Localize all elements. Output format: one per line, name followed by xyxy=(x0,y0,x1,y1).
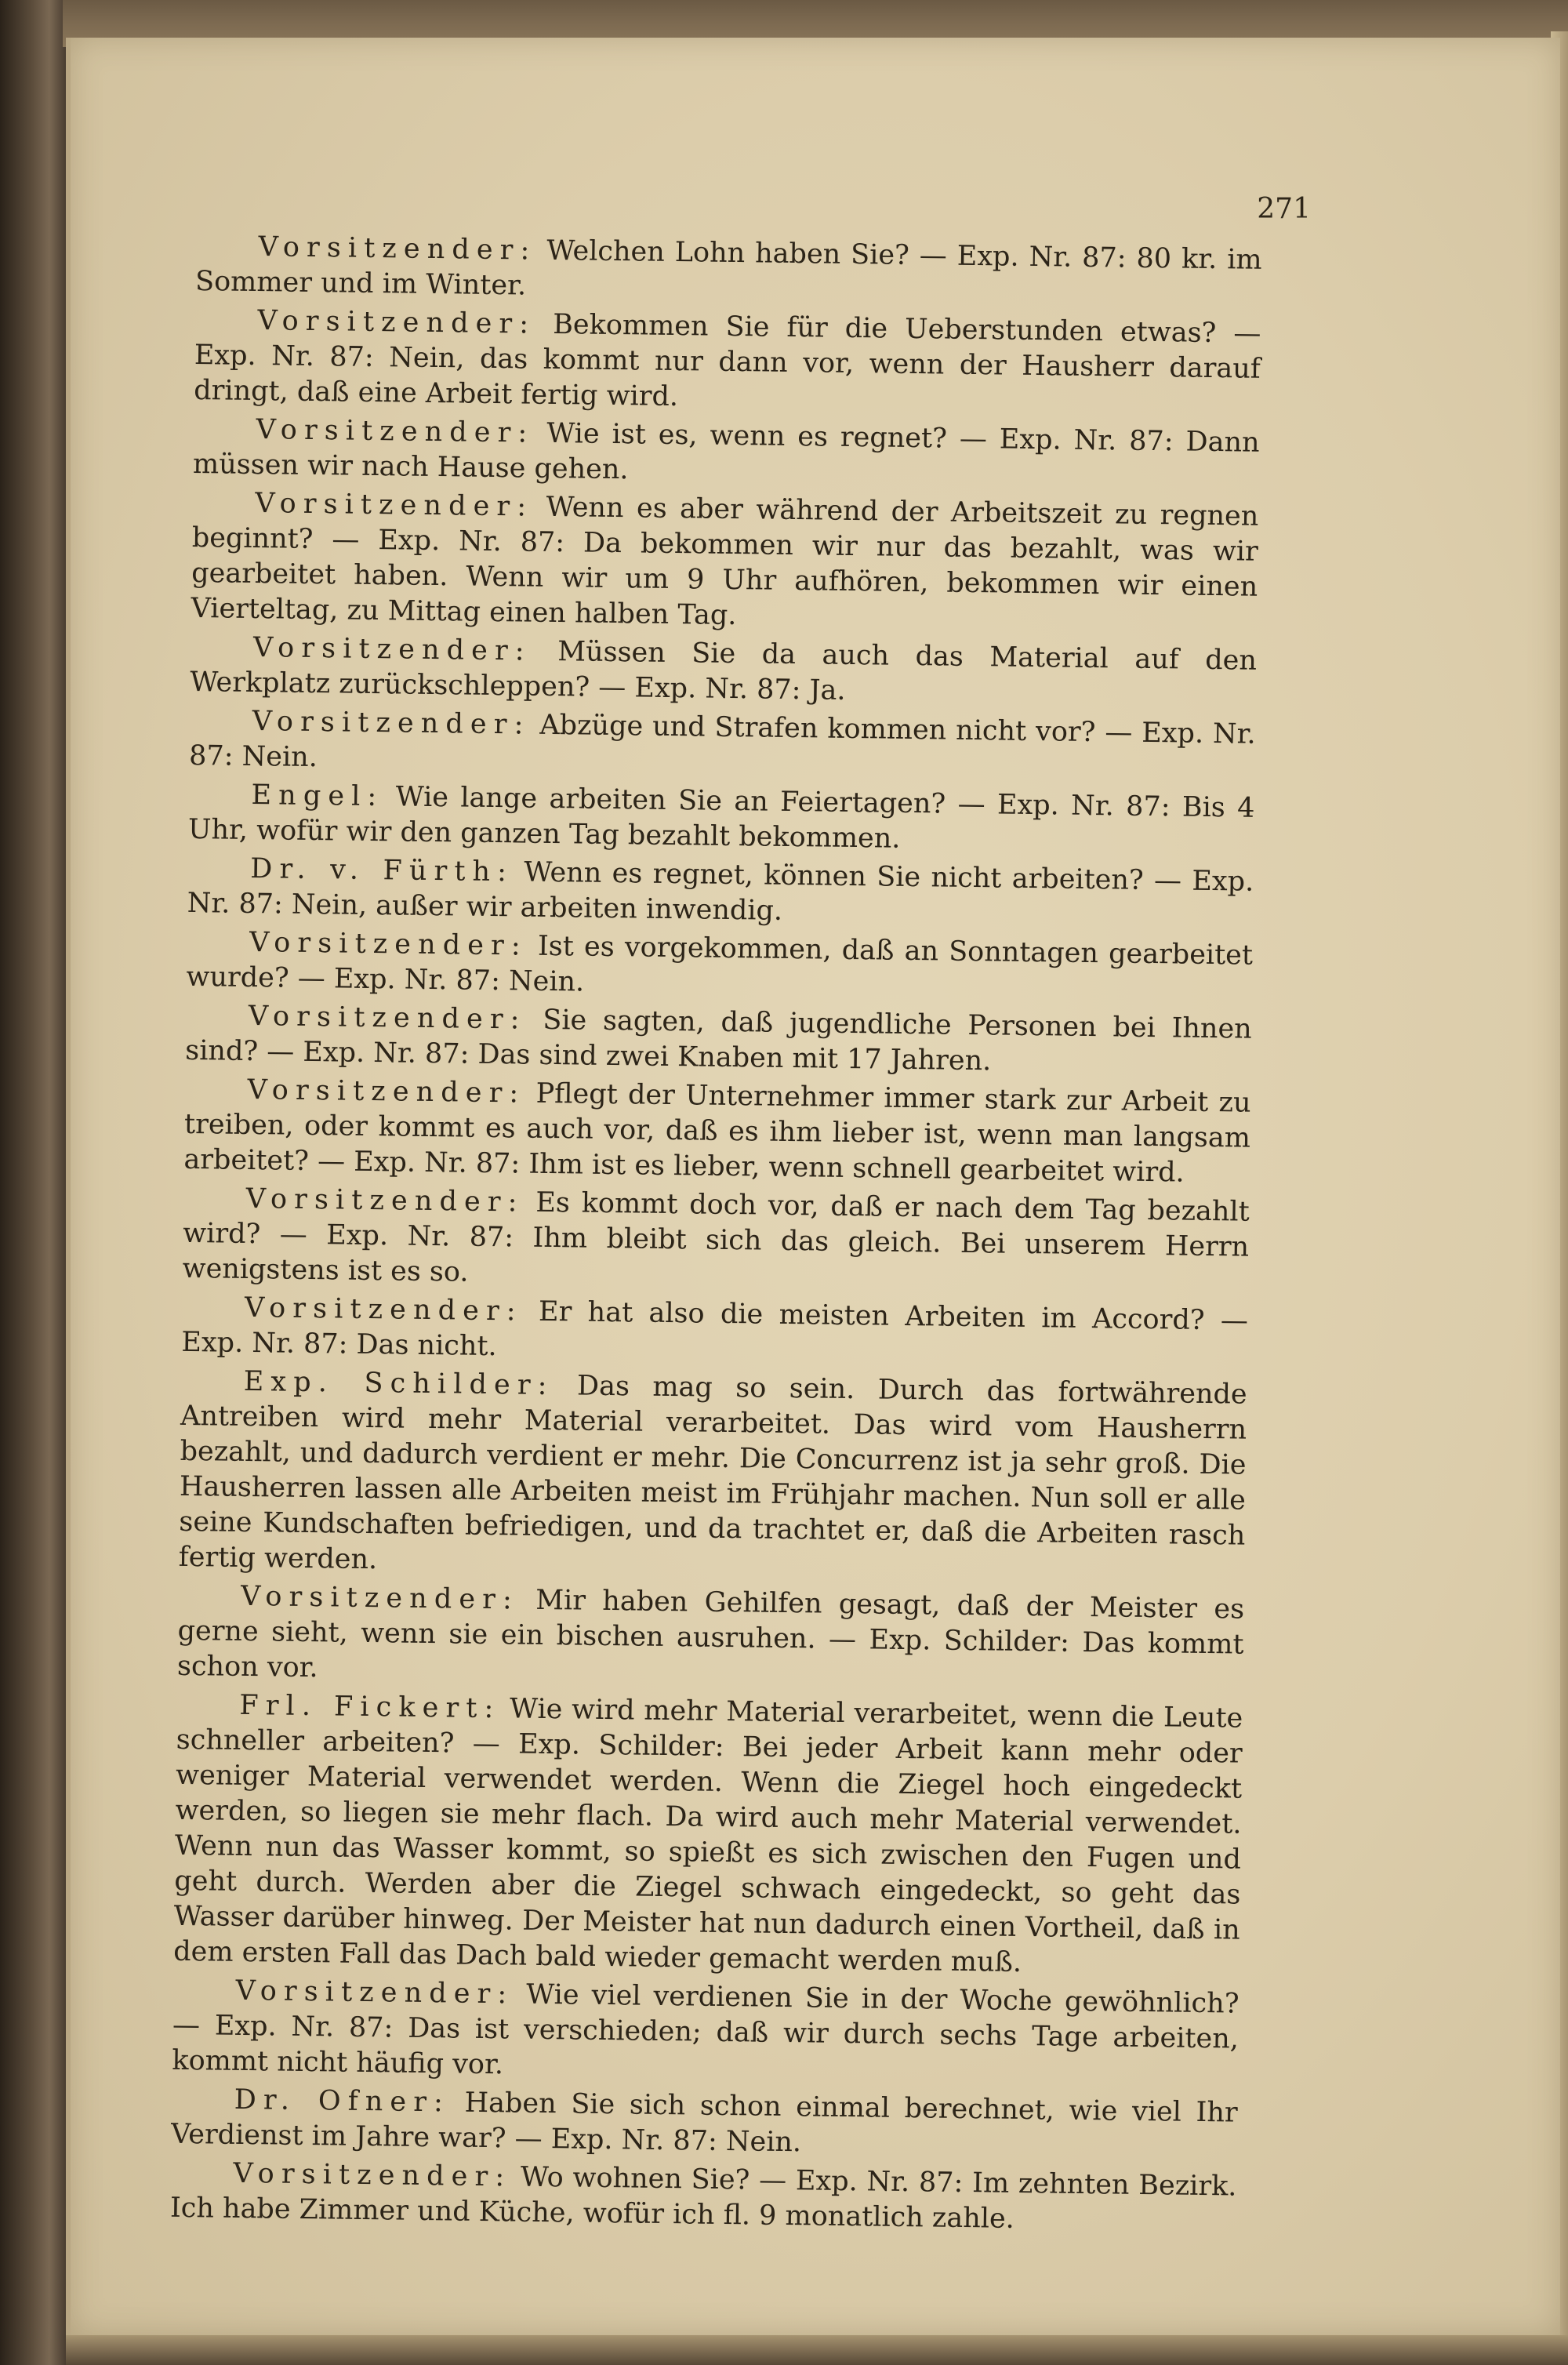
paragraph-text: Wenn es aber während der Arbeitszeit zu regnen beginnt? — Exp. Nr. 87: Da bekommen wir nur das bezahlt, was wir gearbeitet haben. Wenn wir um 9 Uhr aufhören, bekommen wir einen Vierteltag, zu Mittag einen halben Tag. xyxy=(191,491,1259,632)
speaker-name: Vorsitzender: xyxy=(256,414,535,449)
paragraph xyxy=(177,1578,1245,1698)
speaker-name: Vorsitzender: xyxy=(255,488,534,523)
speaker-name: Vorsitzender: xyxy=(258,231,537,267)
speaker-name: Exp. Schilder: xyxy=(243,1365,554,1402)
paragraph-text: Wie wird mehr Material verarbeitet, wenn die Leute schneller arbeiten? — Exp. Schilder: Bei jeder Arbeit kann mehr oder weniger Material verwendet werden. Wenn die Ziegel hoch eingedeckt werden, so liegen sie mehr flach. Da wird auch mehr Material verwendet. Wenn nun das Wasser kommt, so spießt es sich zwischen den Fugen und geht durch. Werden aber die Ziegel schwach eingedeckt, so geht das Wasser darüber hinweg. Der Meister hat nun dadurch einen Vortheil, daß in dem ersten Fall das Dach bald wieder gemacht werden muß. xyxy=(172,1693,1243,1978)
speaker-name: Vorsitzender: xyxy=(248,1000,527,1036)
speaker-name: Frl. Fickert: xyxy=(239,1689,501,1725)
paragraph xyxy=(186,925,1253,1009)
paragraph-text: Wie lange arbeiten Sie an Feiertagen? — Exp. Nr. 87: Bis 4 Uhr, wofür wir den ganzen Tag bezahlt bekommen. xyxy=(187,781,1255,855)
paragraph-text: Es kommt doch vor, daß er nach dem Tag bezahlt wird? — Exp. Nr. 87: Ihm bleibt sich das gleich. Bei unserem Herrn wenigstens ist es so. xyxy=(182,1186,1250,1288)
speaker-name: Vorsitzender: xyxy=(244,1291,523,1328)
speaker-name: Vorsitzender: xyxy=(247,1074,526,1110)
paragraph-text: Wo wohnen Sie? — Exp. Nr. 87: Im zehnten Bezirk. Ich habe Zimmer und Küche, wofür ich fl. 9 monatlich zahle. xyxy=(169,2161,1237,2235)
paragraph xyxy=(190,630,1257,714)
speaker-name: Vorsitzender: xyxy=(233,2157,512,2193)
paragraph xyxy=(189,703,1256,788)
paragraph xyxy=(171,2082,1238,2167)
paragraph-text: Ist es vorgekommen, daß an Sonntagen gearbeitet wurde? — Exp. Nr. 87: Nein. xyxy=(186,930,1254,998)
page-body xyxy=(170,229,1262,2243)
speaker-name: Vorsitzender: xyxy=(249,926,528,962)
book-binding xyxy=(0,0,71,2365)
paragraph xyxy=(191,485,1258,641)
page-bottom-edge xyxy=(66,2335,1568,2365)
paragraph xyxy=(181,1290,1248,1375)
paragraph-text: Bekommen Sie für die Ueberstunden etwas? — Exp. Nr. 87: Nein, das kommt nur dann vor, wenn der Hausherr darauf dringt, daß eine Arbeit fertig wird. xyxy=(194,308,1261,413)
paragraph xyxy=(194,303,1261,423)
paragraph-text: Wie viel verdienen Sie in der Woche gewöhnlich? — Exp. Nr. 87: Das ist verschieden; daß wir durch sechs Tage arbeiten, kommt nicht häufig vor. xyxy=(172,1978,1240,2081)
paragraph-text: Wenn es regnet, können Sie nicht arbeiten? — Exp. Nr. 87: Nein, außer wir arbeiten inwendig. xyxy=(187,856,1254,927)
paragraph xyxy=(173,1687,1243,1984)
page-number: 271 xyxy=(1257,193,1311,225)
paragraph xyxy=(170,2156,1237,2240)
paragraph-text: Pflegt der Unternehmer immer stark zur Arbeit zu treiben, oder kommt es auch vor, daß es ihm lieber ist, wenn man langsam arbeitet? — Exp. Nr. 87: Ihm ist es lieber, wenn schnell gearbeitet wird. xyxy=(183,1077,1251,1189)
paragraph-text: Mir haben Gehilfen gesagt, daß der Meister es gerne sieht, wenn sie ein bischen ausruhen. — Exp. Schilder: Das kommt schon vor. xyxy=(176,1584,1245,1684)
paragraph xyxy=(183,1072,1251,1192)
speaker-name: Vorsitzender: xyxy=(252,705,531,741)
paragraph xyxy=(193,412,1260,496)
paragraph-text: Sie sagten, daß jugendliche Personen bei Ihnen sind? — Exp. Nr. 87: Das sind zwei Knaben mit 17 Jahren. xyxy=(185,1004,1253,1077)
speaker-name: Vorsitzender: xyxy=(252,632,532,667)
paragraph xyxy=(187,851,1254,935)
speaker-name: Dr. v. Fürth: xyxy=(250,852,514,888)
paragraph-text: Wie ist es, wenn es regnet? — Exp. Nr. 87: Dann müssen wir nach Hause gehen. xyxy=(192,417,1260,486)
paragraph xyxy=(195,229,1262,314)
paragraph-text: Müssen Sie da auch das Material auf den Werkplatz zurückschleppen? — Exp. Nr. 87: Ja. xyxy=(190,635,1258,707)
paragraph-text: Welchen Lohn haben Sie? — Exp. Nr. 87: 80 kr. im Sommer und im Winter. xyxy=(194,234,1262,302)
paragraph-text: Er hat also die meisten Arbeiten im Accord? — Exp. Nr. 87: Das nicht. xyxy=(181,1295,1249,1363)
paragraph xyxy=(188,777,1255,862)
paragraph xyxy=(182,1181,1250,1301)
paragraph-text: Haben Sie sich schon einmal berechnet, wie viel Ihr Verdienst im Jahre war? — Exp. Nr. 87: Nein. xyxy=(170,2087,1238,2159)
paragraph-text: Das mag so sein. Durch das fortwährende Antreiben wird mehr Material verarbeitet. Das wird vom Hausherrn bezahlt, und dadurch verdient er mehr. Die Concurrenz ist ja sehr groß. Die Hausherren lassen alle Arbeiten meist im Frühjahr machen. Nun soll er alle seine Kundschaften befriedigen, und da trachtet er, daß die Arbeiten rasch fertig werden. xyxy=(178,1370,1247,1576)
paragraph-text: Abzüge und Strafen kommen nicht vor? — Exp. Nr. 87: Nein. xyxy=(188,709,1256,774)
speaker-name: Vorsitzender: xyxy=(257,305,536,340)
speaker-name: Engel: xyxy=(251,779,384,813)
paragraph xyxy=(172,1973,1240,2093)
speaker-name: Vorsitzender: xyxy=(240,1580,520,1616)
paragraph xyxy=(185,998,1252,1083)
speaker-name: Dr. Ofner: xyxy=(234,2083,451,2119)
paragraph xyxy=(179,1364,1247,1589)
speaker-name: Vorsitzender: xyxy=(235,1974,514,2011)
speaker-name: Vorsitzender: xyxy=(245,1182,524,1219)
